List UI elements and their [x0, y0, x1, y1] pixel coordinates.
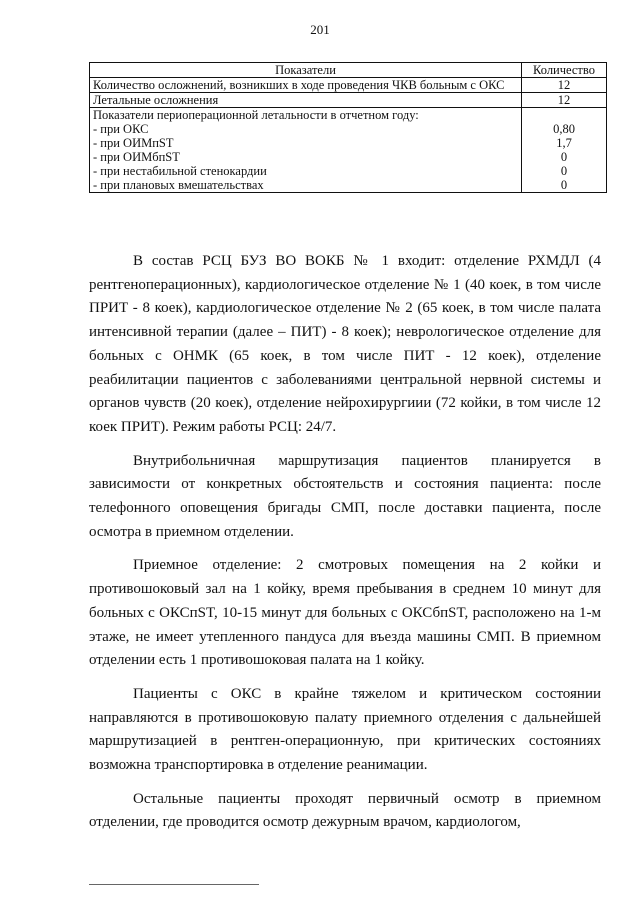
table-header-row — [90, 63, 607, 78]
paragraph-admission: Приемное отделение: 2 смотровых помещения на 2 койки и противошоковый зал на 1 койку, время пребывания в среднем 10 минут для больных с ОКСпST, 10-15 минут для больных с ОКСбпST, расположено на 1-м этаже, не имеет утепленного пандуса для въезда машины СМП. В приемном отделении есть 1 противошоковая палата на 1 койку. — [89, 557, 601, 669]
paragraph-other-patients: Остальные пациенты проходят первичный осмотр в приемном отделении, где проводится осмотр дежурным врачом, кардиологом, — [89, 790, 601, 831]
page-number: 201 — [310, 22, 330, 37]
group-value-spacer — [525, 108, 603, 122]
footnote-divider — [89, 884, 259, 885]
group-labels-cell — [90, 108, 522, 193]
row-label-complications: Количество осложнений, возникших в ходе проведения ЧКВ больным с ОКС — [90, 78, 522, 93]
row-label-lethal: Летальные осложнения — [90, 93, 522, 108]
table-row — [90, 78, 607, 93]
group-item-value: 0 — [560, 150, 568, 164]
row-value-lethal: 12 — [522, 93, 607, 108]
paragraph-structure: В состав РСЦ БУЗ ВО ВОКБ № 1 входит: отделение РХМДЛ (4 рентгеноперационных), кардиологическое отделение № 1 (40 коек, в том числе ПРИТ - 8 коек), кардиологическое отделение № 2 (65 коек, в том числе палата интенсивной терапии (далее – ПИТ) - 8 коек); неврологическое отделение для больных с ОНМК (65 коек, в том числе ПИТ - 12 коек), отделение реабилитации пациентов с заболеваниями центральной нервной системы и органов чувств (20 коек), отделение нейрохирургиии (72 койки, в том числе 12 коек ПРИТ). Режим работы РСЦ: 24/7. — [89, 253, 601, 435]
body-text — [89, 250, 601, 845]
table-row — [90, 93, 607, 108]
group-item-label: - при плановых вмешательствах — [93, 178, 264, 192]
row-value-complications: 12 — [522, 78, 607, 93]
group-item-label: - при ОИМбпST — [93, 150, 180, 164]
indicators-table — [89, 62, 607, 193]
group-item-label: - при нестабильной стенокардии — [93, 164, 267, 178]
table-row-group — [90, 108, 607, 193]
group-item-label: - при ОИМпST — [93, 136, 174, 150]
group-item-value: 1,7 — [556, 136, 572, 150]
paragraph-critical-patients: Пациенты с ОКС в крайне тяжелом и критическом состоянии направляются в противошоковую палату приемного отделения с дальнейшей маршрутизацией в рентген-операционную, при критических состояниях возможна транспортировка в отделение реанимации. — [89, 685, 601, 774]
group-item-value: 0 — [560, 178, 568, 192]
group-title: Показатели периоперационной летальности в отчетном году: — [93, 108, 419, 122]
group-item-value: 0,80 — [553, 122, 575, 136]
group-item-value: 0 — [560, 164, 568, 178]
group-item-label: - при ОКС — [93, 122, 149, 136]
header-indicators: Показатели — [90, 63, 522, 78]
paragraph-routing: Внутрибольничная маршрутизация пациентов планируется в зависимости от конкретных обстоятельств и состояния пациента: после телефонного оповещения бригады СМП, после доставки пациента, после осмотра в приемном отделении. — [89, 452, 601, 540]
header-quantity: Количество — [522, 63, 607, 78]
group-values-cell — [522, 108, 607, 193]
